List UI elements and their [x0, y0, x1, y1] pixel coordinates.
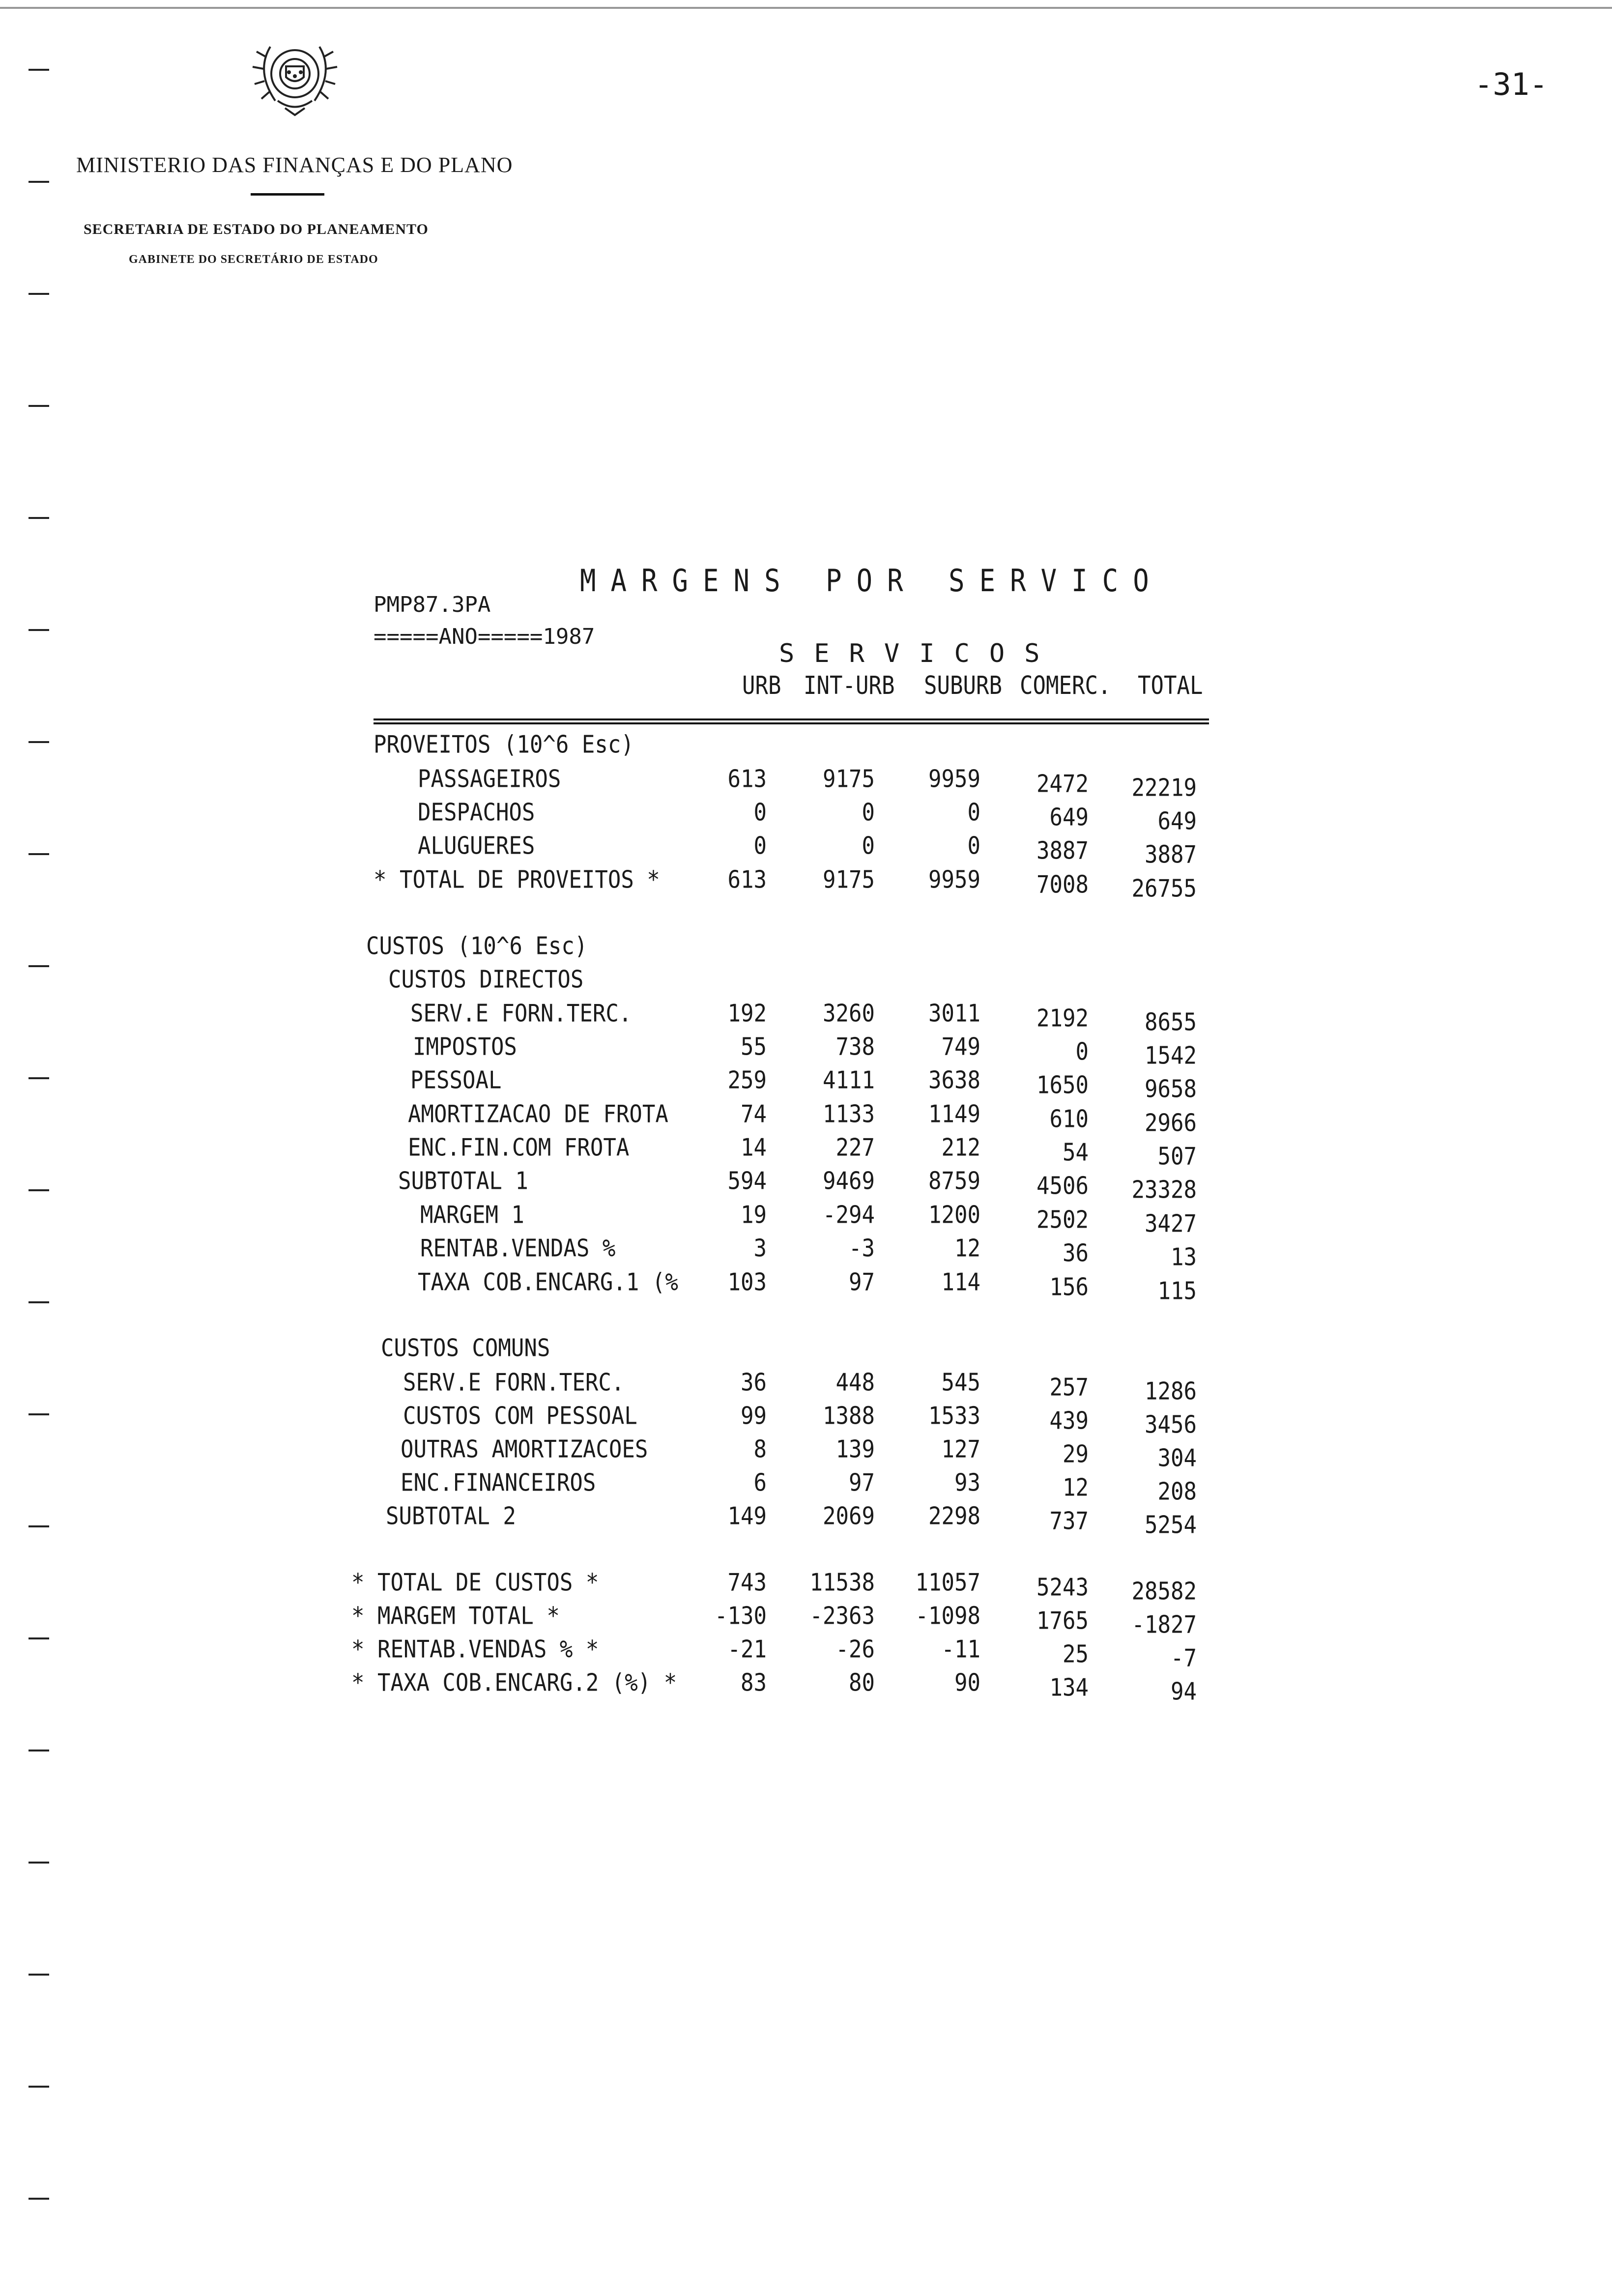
margin-tick — [29, 1189, 49, 1191]
margin-tick — [29, 1637, 49, 1639]
table-cell: 738 — [835, 1033, 875, 1062]
table-cell: 2069 — [823, 1502, 875, 1531]
table-cell: 545 — [941, 1368, 980, 1397]
table-cell: 743 — [727, 1568, 767, 1597]
table-cell: 0 — [967, 798, 980, 827]
table-cell: 737 — [1049, 1507, 1089, 1536]
table-cell: -294 — [823, 1201, 875, 1230]
table-cell: 97 — [849, 1468, 875, 1497]
table-cell: 14 — [741, 1133, 767, 1162]
table-cell: 156 — [1049, 1273, 1089, 1302]
row-label: AMORTIZACAO DE FROTA — [408, 1100, 668, 1129]
row-label: * RENTAB.VENDAS % * — [351, 1635, 599, 1664]
table-cell: 26755 — [1131, 874, 1197, 903]
table-cell: 36 — [741, 1368, 767, 1397]
table-cell: -21 — [727, 1635, 767, 1664]
table-cell: 93 — [954, 1468, 980, 1497]
margin-tick — [29, 1750, 49, 1751]
row-label: SERV.E FORN.TERC. — [410, 999, 632, 1028]
table-cell: 448 — [835, 1368, 875, 1397]
scan-top-line — [0, 7, 1612, 9]
table-cell: 507 — [1157, 1142, 1197, 1171]
table-cell: 23328 — [1131, 1176, 1197, 1205]
table-cell: 29 — [1063, 1440, 1089, 1469]
table-cell: 0 — [1075, 1037, 1089, 1066]
table-cell: 3456 — [1145, 1410, 1197, 1439]
table-cell: 208 — [1157, 1477, 1197, 1506]
margin-tick — [29, 1413, 49, 1415]
report-title: MARGENS POR SERVICO — [580, 563, 1164, 599]
row-label: PESSOAL — [410, 1066, 502, 1095]
table-cell: 2472 — [1036, 770, 1089, 799]
table-cell: 54 — [1063, 1138, 1089, 1167]
report-year-line: =====ANO=====1987 — [374, 624, 595, 649]
column-header-int-urb: INT-URB — [804, 671, 895, 700]
table-cell: -130 — [715, 1602, 767, 1631]
row-label: MARGEM 1 — [420, 1201, 524, 1230]
table-cell: -3 — [849, 1234, 875, 1263]
table-cell: 90 — [954, 1668, 980, 1697]
row-label: CUSTOS COM PESSOAL — [403, 1402, 637, 1431]
margin-tick — [29, 1862, 49, 1864]
row-label: ENC.FINANCEIROS — [401, 1468, 596, 1497]
header-double-rule — [374, 718, 1209, 724]
table-cell: 610 — [1049, 1105, 1089, 1134]
row-label: * TAXA COB.ENCARG.2 (%) * — [351, 1668, 677, 1697]
table-cell: 139 — [835, 1435, 875, 1464]
page-number: -31- — [1474, 66, 1548, 102]
table-cell: 2192 — [1036, 1004, 1089, 1033]
table-cell: 2502 — [1036, 1205, 1089, 1234]
table-cell: 99 — [741, 1402, 767, 1431]
table-cell: 1200 — [928, 1201, 980, 1230]
table-cell: 28582 — [1131, 1577, 1197, 1606]
table-cell: -11 — [941, 1635, 980, 1664]
table-cell: 3260 — [823, 999, 875, 1028]
table-cell: 19 — [741, 1201, 767, 1230]
table-cell: 8 — [753, 1435, 767, 1464]
table-cell: 97 — [849, 1268, 875, 1297]
margin-tick — [29, 1077, 49, 1079]
margin-tick — [29, 1974, 49, 1976]
table-cell: 259 — [727, 1066, 767, 1095]
table-cell: 127 — [941, 1435, 980, 1464]
table-cell: 2298 — [928, 1502, 980, 1531]
table-cell: 11538 — [809, 1568, 875, 1597]
table-cell: 257 — [1049, 1373, 1089, 1402]
margin-tick — [29, 181, 49, 183]
margin-tick — [29, 741, 49, 743]
table-cell: 22219 — [1131, 774, 1197, 803]
row-label: CUSTOS DIRECTOS — [388, 965, 584, 994]
table-cell: 1533 — [928, 1402, 980, 1431]
table-cell: 192 — [727, 999, 767, 1028]
table-cell: 1650 — [1036, 1071, 1089, 1100]
table-cell: 594 — [727, 1167, 767, 1196]
table-cell: 8759 — [928, 1167, 980, 1196]
table-cell: 1286 — [1145, 1377, 1197, 1406]
row-label: SUBTOTAL 2 — [386, 1502, 516, 1531]
table-cell: -26 — [835, 1635, 875, 1664]
table-cell: 439 — [1049, 1406, 1089, 1435]
table-cell: 0 — [753, 798, 767, 827]
table-cell: 9175 — [823, 765, 875, 794]
table-cell: 4506 — [1036, 1172, 1089, 1201]
table-cell: 0 — [862, 832, 875, 861]
row-label: * MARGEM TOTAL * — [351, 1602, 560, 1631]
coat-of-arms-emblem-icon — [231, 27, 359, 125]
table-cell: 1149 — [928, 1100, 980, 1129]
row-label: DESPACHOS — [418, 798, 535, 827]
table-cell: 3427 — [1145, 1209, 1197, 1238]
margin-tick — [29, 853, 49, 855]
table-cell: -1827 — [1131, 1610, 1197, 1639]
table-cell: 1133 — [823, 1100, 875, 1129]
table-cell: -2363 — [809, 1602, 875, 1631]
table-cell: 94 — [1171, 1677, 1197, 1706]
table-cell: 0 — [967, 832, 980, 861]
margin-tick — [29, 629, 49, 631]
table-cell: 9469 — [823, 1167, 875, 1196]
table-cell: 4111 — [823, 1066, 875, 1095]
table-cell: 149 — [727, 1502, 767, 1531]
table-cell: 134 — [1049, 1673, 1089, 1702]
margin-tick — [29, 1301, 49, 1303]
table-cell: 115 — [1157, 1277, 1197, 1306]
margin-tick — [29, 293, 49, 295]
table-cell: 9175 — [823, 865, 875, 894]
table-cell: 12 — [1063, 1473, 1089, 1502]
table-cell: 304 — [1157, 1444, 1197, 1473]
column-header-urb: URB — [742, 671, 781, 700]
table-cell: 9959 — [928, 765, 980, 794]
margin-tick — [29, 405, 49, 407]
table-cell: 3 — [753, 1234, 767, 1263]
row-label: * TOTAL DE CUSTOS * — [351, 1568, 599, 1597]
secretaria-name: SECRETARIA DE ESTADO DO PLANEAMENTO — [84, 221, 429, 237]
table-cell: 5243 — [1036, 1573, 1089, 1602]
margin-tick — [29, 517, 49, 519]
table-cell: 649 — [1049, 803, 1089, 832]
report-file-name: PMP87.3PA — [374, 592, 491, 617]
table-cell: 9959 — [928, 865, 980, 894]
row-label: ENC.FIN.COM FROTA — [408, 1133, 630, 1162]
table-cell: 7008 — [1036, 870, 1089, 899]
table-cell: 613 — [727, 865, 767, 894]
table-cell: 649 — [1157, 807, 1197, 836]
row-label: RENTAB.VENDAS % — [420, 1234, 616, 1263]
table-cell: 1765 — [1036, 1607, 1089, 1636]
column-header-comerc: COMERC. — [1020, 671, 1111, 700]
table-cell: 3638 — [928, 1066, 980, 1095]
table-cell: 6 — [753, 1468, 767, 1497]
table-cell: 55 — [741, 1033, 767, 1062]
table-cell: 749 — [941, 1033, 980, 1062]
table-cell: 3011 — [928, 999, 980, 1028]
margin-tick — [29, 965, 49, 967]
table-cell: 103 — [727, 1268, 767, 1297]
table-cell: -7 — [1171, 1644, 1197, 1673]
table-cell: 2966 — [1145, 1109, 1197, 1138]
ministry-name: MINISTERIO DAS FINANÇAS E DO PLANO — [76, 153, 513, 177]
row-label: SERV.E FORN.TERC. — [403, 1368, 625, 1397]
table-cell: 25 — [1063, 1640, 1089, 1669]
table-cell: 36 — [1063, 1239, 1089, 1268]
row-label: CUSTOS COMUNS — [381, 1334, 550, 1363]
row-label: PROVEITOS (10^6 Esc) — [374, 730, 634, 759]
column-header-total: TOTAL — [1138, 671, 1203, 700]
margin-tick — [29, 2086, 49, 2088]
table-cell: 13 — [1171, 1243, 1197, 1272]
gabinete-name: GABINETE DO SECRETÁRIO DE ESTADO — [129, 253, 378, 266]
row-label: TAXA COB.ENCARG.1 (% — [418, 1268, 678, 1297]
table-cell: 80 — [849, 1668, 875, 1697]
table-cell: 0 — [862, 798, 875, 827]
table-cell: 212 — [941, 1133, 980, 1162]
margin-tick — [29, 69, 49, 71]
table-cell: 8655 — [1145, 1008, 1197, 1037]
row-label: ALUGUERES — [418, 832, 535, 861]
table-cell: 83 — [741, 1668, 767, 1697]
row-label: OUTRAS AMORTIZACOES — [401, 1435, 648, 1464]
row-label: IMPOSTOS — [413, 1033, 517, 1062]
row-label: SUBTOTAL 1 — [398, 1167, 528, 1196]
table-cell: 3887 — [1145, 840, 1197, 869]
table-cell: 9658 — [1145, 1075, 1197, 1104]
services-heading: SERVICOS — [779, 639, 1060, 668]
header-divider — [251, 193, 324, 196]
table-cell: 11057 — [915, 1568, 980, 1597]
table-cell: 3887 — [1036, 836, 1089, 865]
table-cell: -1098 — [915, 1602, 980, 1631]
table-cell: 74 — [741, 1100, 767, 1129]
table-cell: 1388 — [823, 1402, 875, 1431]
table-cell: 12 — [954, 1234, 980, 1263]
margin-tick — [29, 2198, 49, 2200]
table-cell: 0 — [753, 832, 767, 861]
margin-tick — [29, 1525, 49, 1527]
table-cell: 613 — [727, 765, 767, 794]
table-cell: 1542 — [1145, 1041, 1197, 1070]
row-label: PASSAGEIROS — [418, 765, 561, 794]
column-header-suburb: SUBURB — [924, 671, 1002, 700]
row-label: CUSTOS (10^6 Esc) — [366, 932, 588, 961]
row-label: * TOTAL DE PROVEITOS * — [374, 865, 660, 894]
table-cell: 227 — [835, 1133, 875, 1162]
table-cell: 114 — [941, 1268, 980, 1297]
table-cell: 5254 — [1145, 1511, 1197, 1540]
